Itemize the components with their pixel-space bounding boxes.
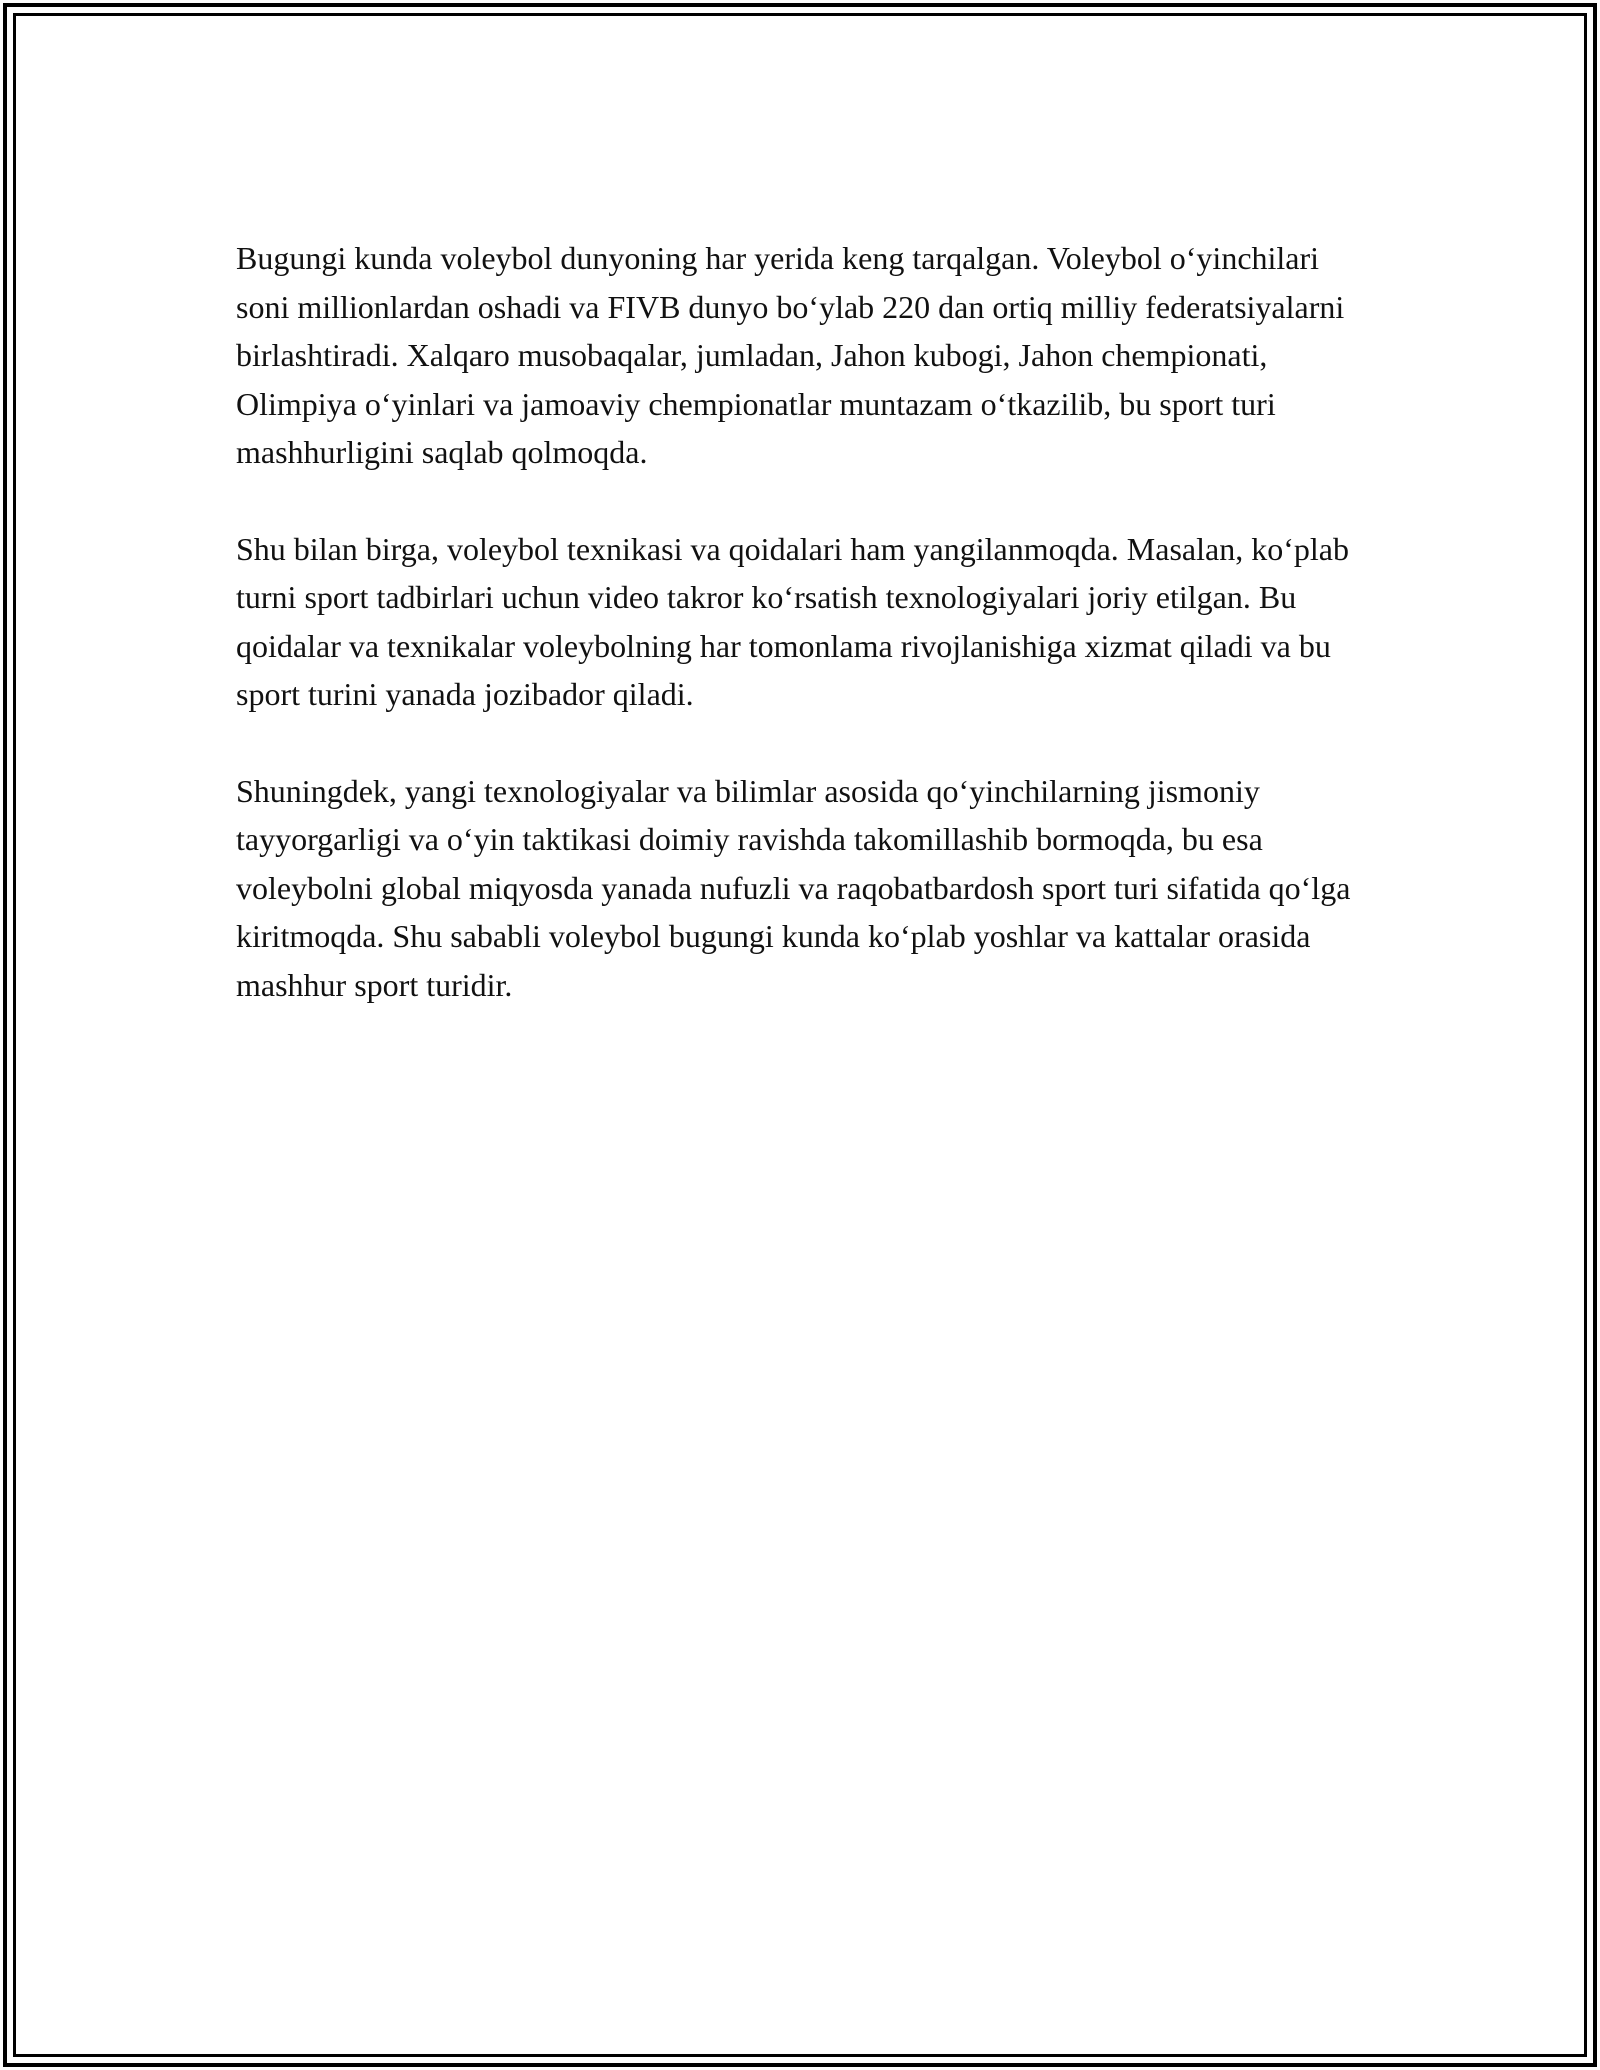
paragraph-3: Shuningdek, yangi texnologiyalar va bilimlar asosida qo‘yinchilarning jismoniy tayyorgarligi va o‘yin taktikasi doimiy ravishda takomillashib bormoqda, bu esa voleybolni global miqyosda yanada nufuzli va raqobatbardosh sport turi sifatida qo‘lga kiritmoqda. Shu sababli voleybol bugungi kunda ko‘plab yoshlar va kattalar orasida mashhur sport turidir. xyxy=(236,772,1351,1003)
paragraph-2: Shu bilan birga, voleybol texnikasi va qoidalari ham yangilanmoqda. Masalan, ko‘plab turni sport tadbirlari uchun video takror ko‘rsatish texnologiyalari joriy etilgan. Bu qoidalar va texnikalar voleybolning har tomonlama rivojlanishiga xizmat qiladi va bu sport turini yanada jozibador qiladi. xyxy=(236,530,1349,712)
document-body xyxy=(236,234,1376,1057)
paragraph-1: Bugungi kunda voleybol dunyoning har yerida keng tarqalgan. Voleybol o‘yinchilari soni millionlardan oshadi va FIVB dunyo bo‘ylab 220 dan ortiq milliy federatsiyalarni birlashtiradi. Xalqaro musobaqalar, jumladan, Jahon kubogi, Jahon chempionati, Olimpiya o‘yinlari va jamoaviy chempionatlar muntazam o‘tkazilib, bu sport turi mashhurligini saqlab qolmoqda. xyxy=(236,240,1345,470)
